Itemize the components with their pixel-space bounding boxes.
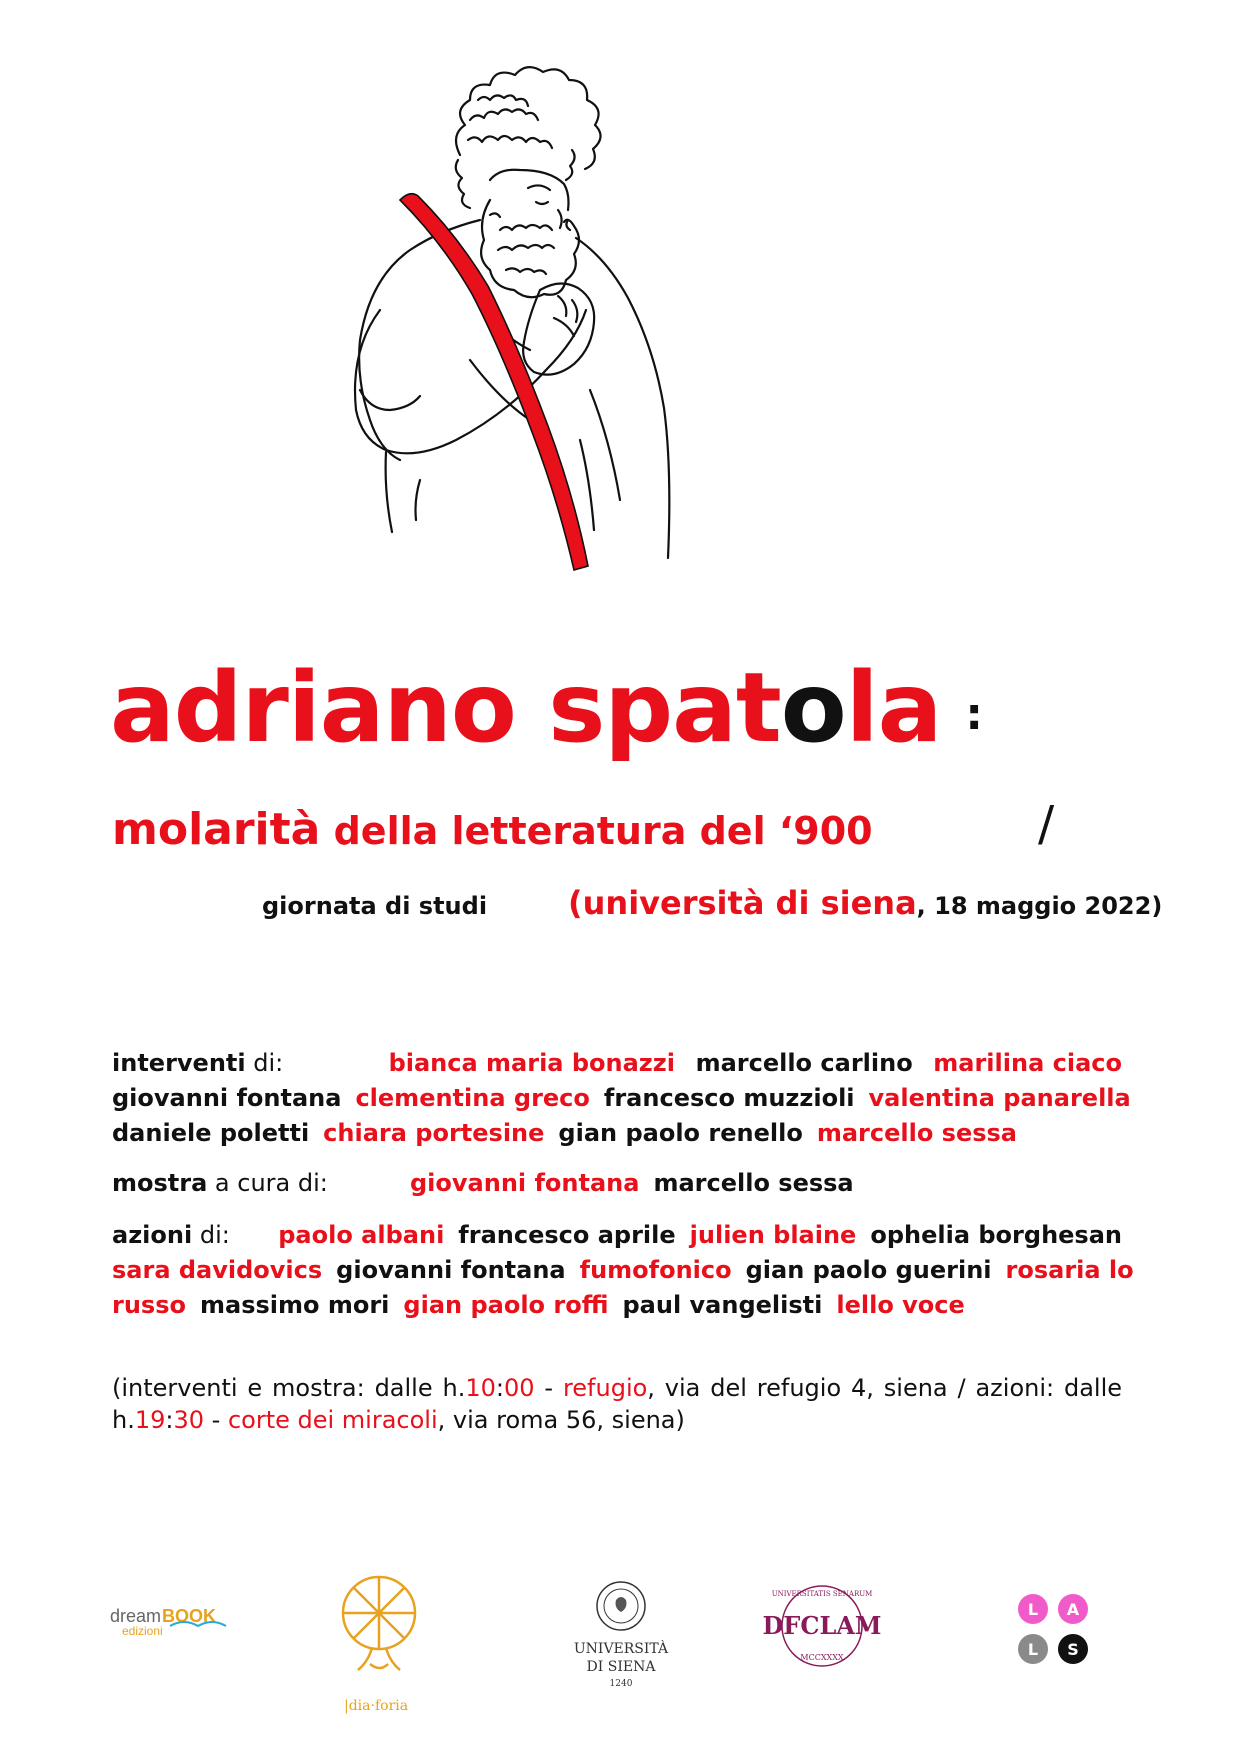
unisi-line3: 1240: [609, 1679, 633, 1689]
performer-name: gian paolo guerini: [745, 1256, 992, 1284]
dfclam-logo: [762, 1576, 882, 1676]
unisi-line2: DI SIENA: [586, 1659, 656, 1675]
performer-name: julien blaine: [689, 1221, 857, 1249]
interventi-section: [112, 1046, 1131, 1151]
interventi-row-3: [112, 1116, 1122, 1151]
schedule-text: -: [534, 1374, 563, 1402]
title-colon: :: [965, 688, 983, 740]
lals-l3: L: [1027, 1640, 1039, 1659]
curator-name: giovanni fontana: [410, 1169, 640, 1197]
title-part1: adriano spat: [110, 652, 781, 764]
interventi-row-1: [112, 1046, 1122, 1081]
subtitle-rest: della letteratura del ‘900: [320, 809, 873, 853]
dreambook-sub: edizioni: [122, 1624, 163, 1638]
azioni-section: [112, 1218, 1134, 1323]
schedule-text: , via roma 56, siena): [437, 1406, 685, 1434]
portrait-illustration: [340, 60, 720, 590]
schedule-text: , via del refugio 4, siena / azioni: dalle h.: [112, 1374, 1123, 1434]
unisi-logo: [566, 1578, 676, 1698]
event-venue-date: [568, 884, 1162, 922]
subtitle-lead: molarità: [112, 804, 321, 855]
azioni-row-1: [112, 1218, 1122, 1253]
performer-name: giovanni fontana: [336, 1256, 566, 1284]
interventi-label-rest: di:: [245, 1049, 284, 1077]
azioni-row-3: [112, 1288, 1122, 1323]
dfclam-text: DFCLAM: [762, 1611, 882, 1640]
event-title: [110, 652, 983, 764]
speaker-name: marilina ciaco: [933, 1049, 1122, 1077]
dreambook-logo: [110, 1600, 240, 1640]
speaker-name: chiara portesine: [323, 1119, 545, 1147]
performer-name: francesco aprile: [458, 1221, 676, 1249]
event-venue: università di siena: [582, 884, 917, 922]
event-subtitle: [112, 804, 873, 855]
schedule-place: refugio: [562, 1374, 648, 1402]
schedule-time: 30: [173, 1406, 205, 1434]
performer-name: ophelia borghesan: [870, 1221, 1122, 1249]
speaker-name: clementina greco: [355, 1084, 590, 1112]
azioni-row-2: [112, 1253, 1134, 1288]
speaker-name: giovanni fontana: [112, 1084, 342, 1112]
mostra-row: [112, 1166, 1122, 1201]
diaforia-text: |dia·foria: [344, 1698, 409, 1714]
lals-l1: L: [1027, 1600, 1039, 1619]
performer-name: lello voce: [836, 1291, 965, 1319]
schedule-time-sep: :: [495, 1374, 504, 1402]
mostra-label: mostra: [112, 1169, 208, 1197]
subtitle-slash: /: [1038, 796, 1055, 852]
performer-name: massimo mori: [199, 1291, 390, 1319]
dreambook-word2: BOOK: [162, 1606, 216, 1626]
speaker-name: gian paolo renello: [558, 1119, 803, 1147]
unisi-line1: UNIVERSITÀ: [573, 1641, 669, 1657]
schedule-time: 19: [134, 1406, 166, 1434]
schedule-place: corte dei miracoli: [227, 1406, 438, 1434]
schedule-text: (interventi e mostra: dalle h.: [112, 1374, 466, 1402]
schedule-time: 00: [503, 1374, 535, 1402]
diaforia-logo: [334, 1568, 424, 1718]
performer-name: sara davidovics: [112, 1256, 323, 1284]
azioni-label-rest: di:: [192, 1221, 230, 1249]
event-type: giornata di studi: [262, 892, 488, 920]
schedule-time: 10: [465, 1374, 496, 1402]
dreambook-word1: dream: [110, 1606, 162, 1626]
dfclam-arc: UNIVERSITATIS SENARUM: [771, 1590, 873, 1598]
schedule-note: [112, 1372, 1122, 1436]
event-open-paren: (: [568, 884, 583, 922]
event-date: , 18 maggio 2022): [916, 892, 1163, 920]
performer-name: gian paolo roffi: [403, 1291, 609, 1319]
speaker-name: marcello sessa: [816, 1119, 1017, 1147]
azioni-label: azioni: [112, 1221, 193, 1249]
lals-l2: A: [1066, 1600, 1080, 1619]
performer-name: russo: [112, 1291, 186, 1319]
interventi-row-2: [112, 1081, 1131, 1116]
lals-l4: S: [1067, 1640, 1079, 1659]
curator-name: marcello sessa: [653, 1169, 854, 1197]
speaker-name: marcello carlino: [695, 1049, 913, 1077]
speaker-name: valentina panarella: [868, 1084, 1131, 1112]
lals-logo: [1016, 1592, 1090, 1666]
performer-name: paul vangelisti: [622, 1291, 823, 1319]
speaker-name: bianca maria bonazzi: [388, 1049, 675, 1077]
interventi-label: interventi: [112, 1049, 246, 1077]
performer-name: paolo albani: [278, 1221, 445, 1249]
dfclam-year: MCCXXXX: [800, 1653, 844, 1662]
mostra-section: [112, 1166, 1122, 1201]
performer-name: rosaria lo: [1005, 1256, 1134, 1284]
title-part3: la: [845, 652, 942, 764]
speaker-name: daniele poletti: [112, 1119, 310, 1147]
speaker-name: francesco muzzioli: [603, 1084, 855, 1112]
schedule-time-sep: :: [165, 1406, 174, 1434]
schedule-text: -: [204, 1406, 228, 1434]
mostra-label-rest: a cura di:: [207, 1169, 328, 1197]
title-part2: o: [780, 652, 846, 764]
performer-name: fumofonico: [579, 1256, 732, 1284]
